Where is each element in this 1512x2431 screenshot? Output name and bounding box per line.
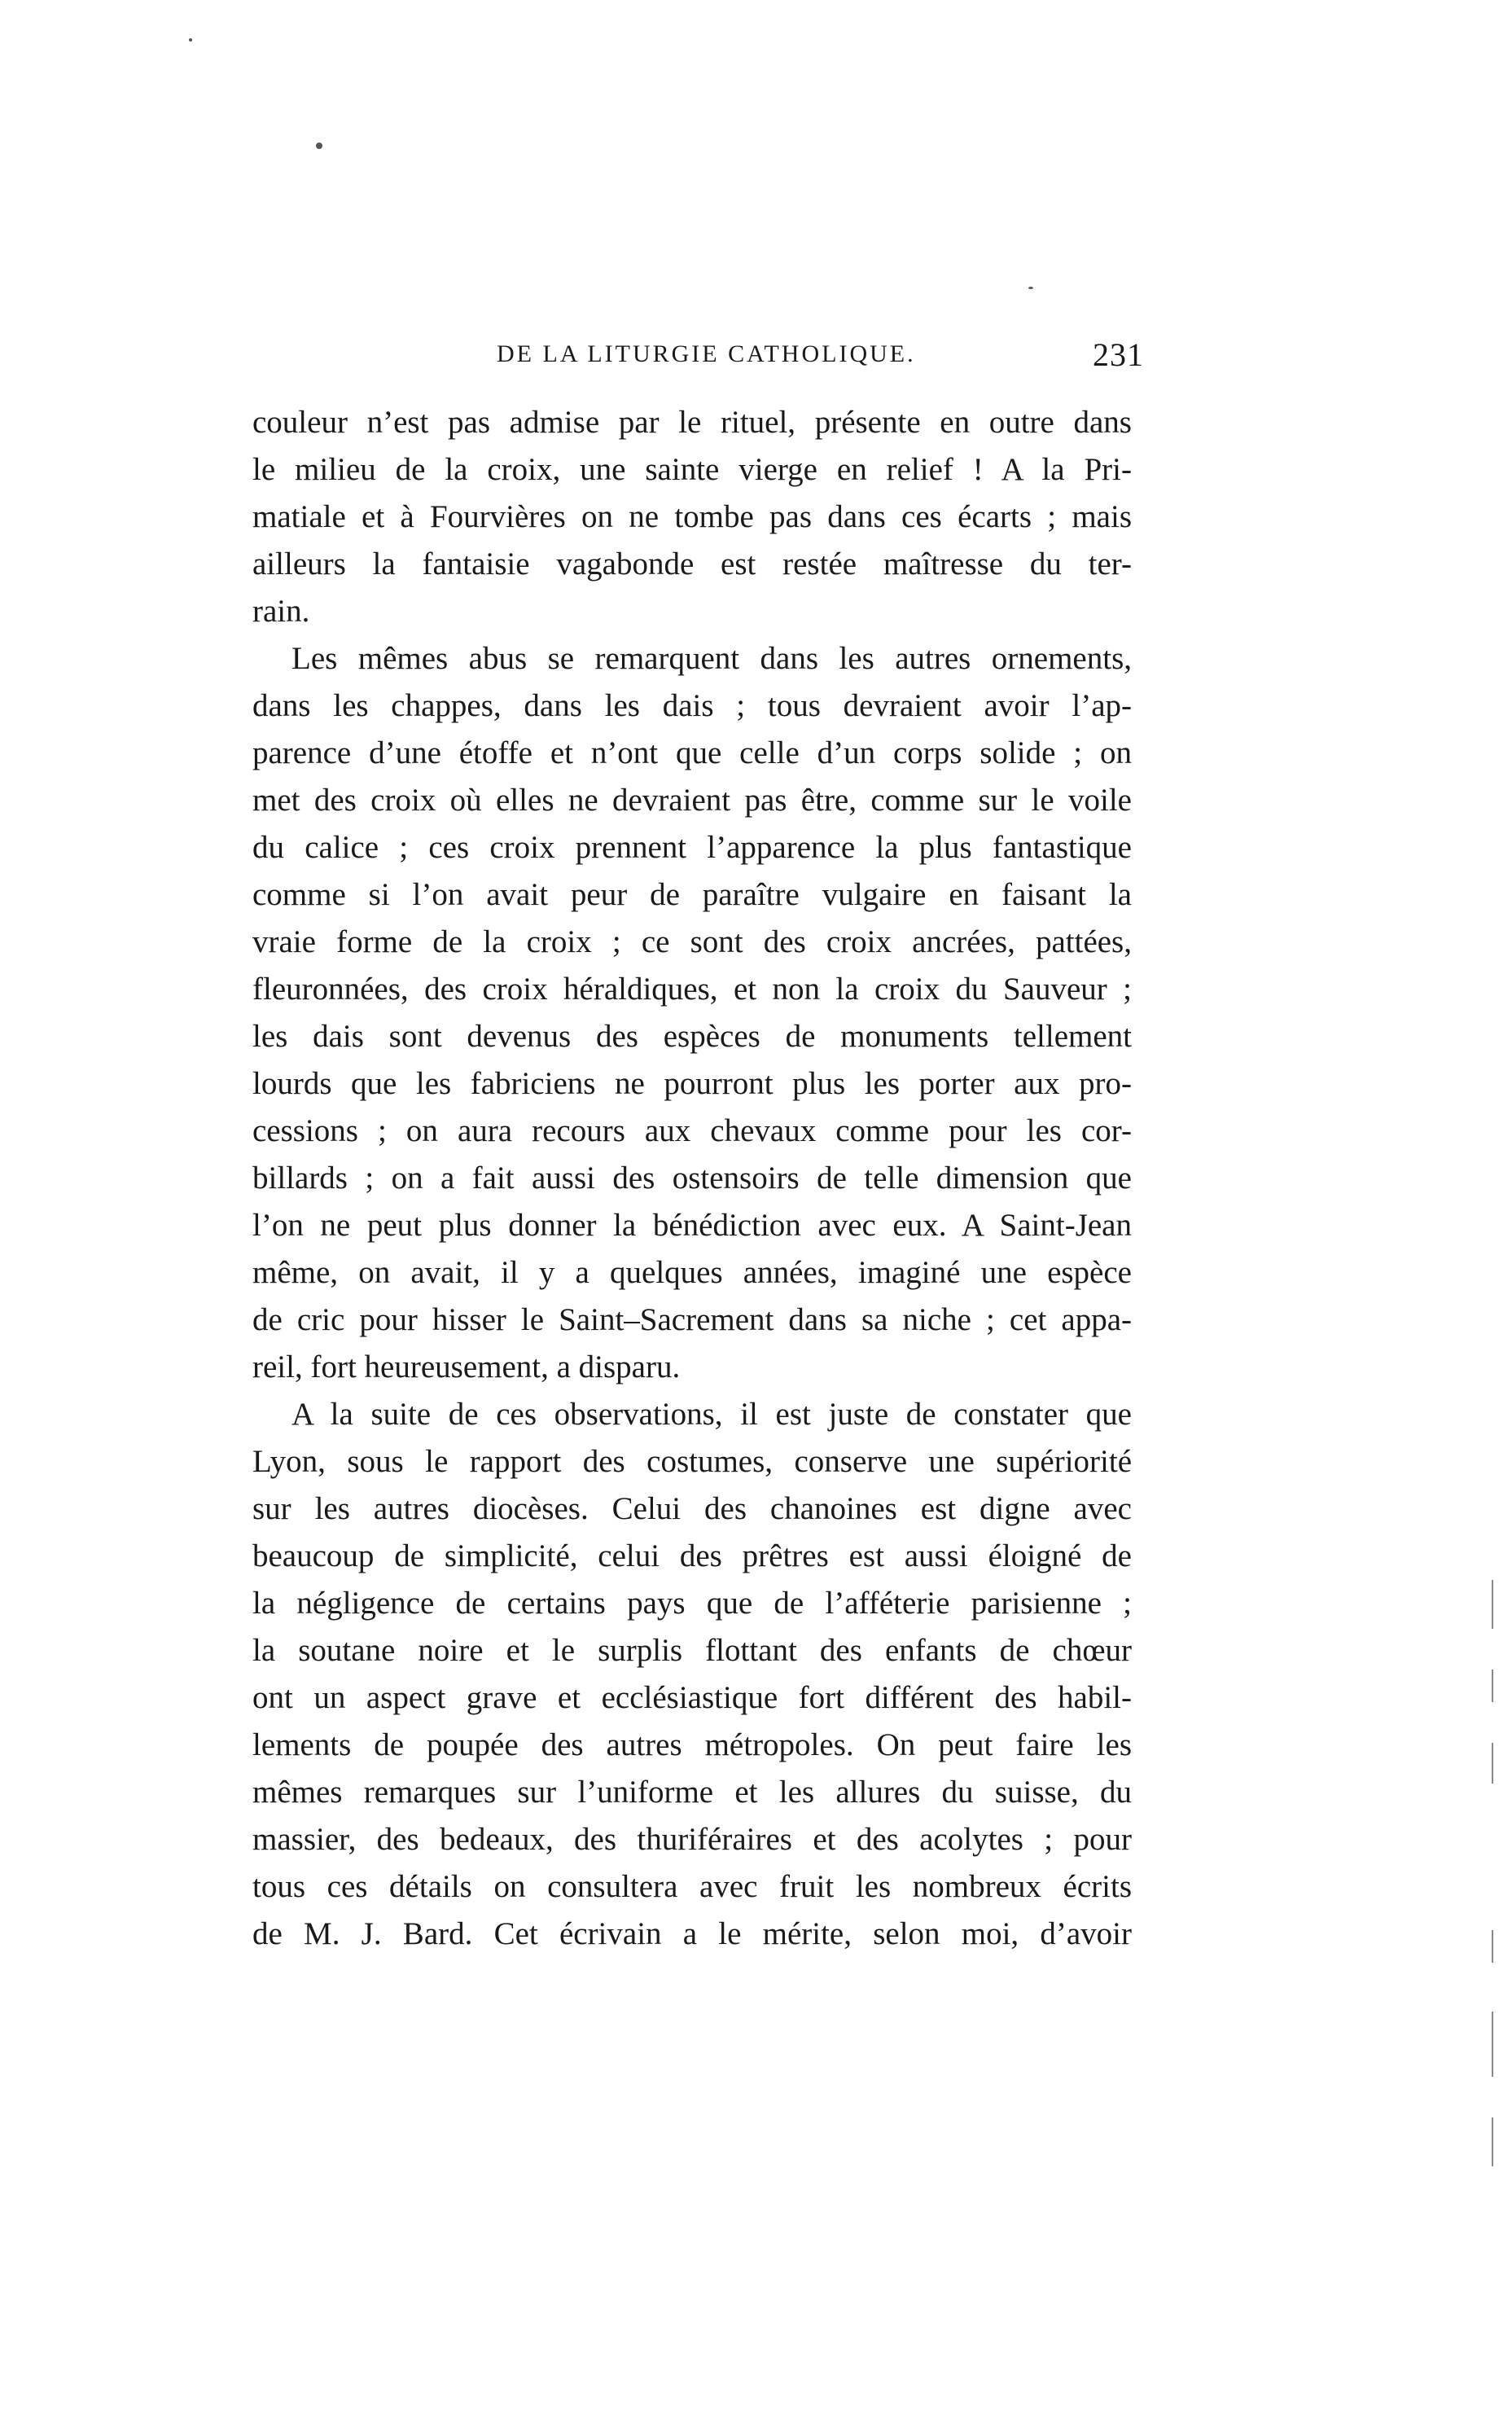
text-line: l’on ne peut plus donner la bénédiction avec eux. A Saint-Jean — [252, 1208, 1132, 1243]
text-line: beaucoup de simplicité, celui des prêtres est aussi éloigné de — [252, 1538, 1132, 1573]
text-line: le milieu de la croix, une sainte vierge en relief ! A la Pri- — [252, 452, 1132, 487]
text-line: reil, fort heureusement, a disparu. — [252, 1349, 681, 1384]
text-line: parence d’une étoffe et n’ont que celle d’un corps solide ; on — [252, 735, 1132, 770]
page-edge-mark — [1492, 1743, 1493, 1784]
text-line: la soutane noire et le surplis flottant des enfants de chœur — [252, 1633, 1132, 1668]
text-line: massier, des bedeaux, des thuriféraires et des acolytes ; pour — [252, 1822, 1132, 1857]
text-line: Lyon, sous le rapport des costumes, conserve une supériorité — [252, 1444, 1132, 1479]
text-line: met des croix où elles ne devraient pas être, comme sur le voile — [252, 783, 1132, 818]
text-line: cessions ; on aura recours aux chevaux comme pour les cor- — [252, 1113, 1132, 1148]
text-line: vraie forme de la croix ; ce sont des croix ancrées, pattées, — [252, 924, 1132, 959]
page-edge-mark — [1492, 2012, 1493, 2077]
text-line: tous ces détails on consultera avec fruit les nombreux écrits — [252, 1869, 1132, 1904]
text-line: la négligence de certains pays que de l’afféterie parisienne ; — [252, 1586, 1132, 1621]
page-edge-mark — [1492, 1580, 1493, 1629]
ink-speck — [316, 143, 322, 149]
text-line: lourds que les fabriciens ne pourront plus les porter aux pro- — [252, 1066, 1132, 1101]
text-line: couleur n’est pas admise par le rituel, présente en outre dans — [252, 405, 1132, 440]
text-line: fleuronnées, des croix héraldiques, et non la croix du Sauveur ; — [252, 972, 1132, 1007]
page-edge-mark — [1492, 1930, 1493, 1963]
text-line: sur les autres diocèses. Celui des chanoines est digne avec — [252, 1491, 1132, 1526]
running-title: DE LA LITURGIE CATHOLIQUE. — [497, 340, 916, 367]
body-text — [252, 399, 1132, 1958]
text-line: matiale et à Fourvières on ne tombe pas dans ces écarts ; mais — [252, 499, 1132, 534]
text-line: ailleurs la fantaisie vagabonde est restée maîtresse du ter- — [252, 546, 1132, 581]
text-line: rain. — [252, 594, 310, 629]
text-line: les dais sont devenus des espèces de monuments tellement — [252, 1019, 1132, 1054]
text-line: mêmes remarques sur l’uniforme et les allures du suisse, du — [252, 1775, 1132, 1810]
text-line: même, on avait, il y a quelques années, imaginé une espèce — [252, 1255, 1132, 1290]
text-line: Les mêmes abus se remarquent dans les autres ornements, — [291, 641, 1132, 676]
text-line: comme si l’on avait peur de paraître vulgaire en faisant la — [252, 877, 1132, 912]
text-line: A la suite de ces observations, il est juste de constater que — [291, 1397, 1132, 1432]
ink-speck — [189, 38, 192, 42]
text-line: de cric pour hisser le Saint–Sacrement dans sa niche ; cet appa- — [252, 1302, 1132, 1337]
page-edge-mark — [1492, 2117, 1493, 2166]
text-line: billards ; on a fait aussi des ostensoirs de telle dimension que — [252, 1161, 1132, 1196]
text-line: lements de poupée des autres métropoles. On peut faire les — [252, 1727, 1132, 1762]
text-line: ont un aspect grave et ecclésiastique fort différent des habil- — [252, 1680, 1132, 1715]
ink-speck — [1028, 287, 1033, 289]
text-line: dans les chappes, dans les dais ; tous devraient avoir l’ap- — [252, 688, 1132, 723]
page-number: 231 — [1093, 336, 1144, 373]
text-line: de M. J. Bard. Cet écrivain a le mérite, selon moi, d’avoir — [252, 1916, 1132, 1951]
text-line: du calice ; ces croix prennent l’apparence la plus fantastique — [252, 830, 1132, 865]
page-edge-mark — [1492, 1670, 1493, 1702]
running-head — [497, 336, 1144, 381]
